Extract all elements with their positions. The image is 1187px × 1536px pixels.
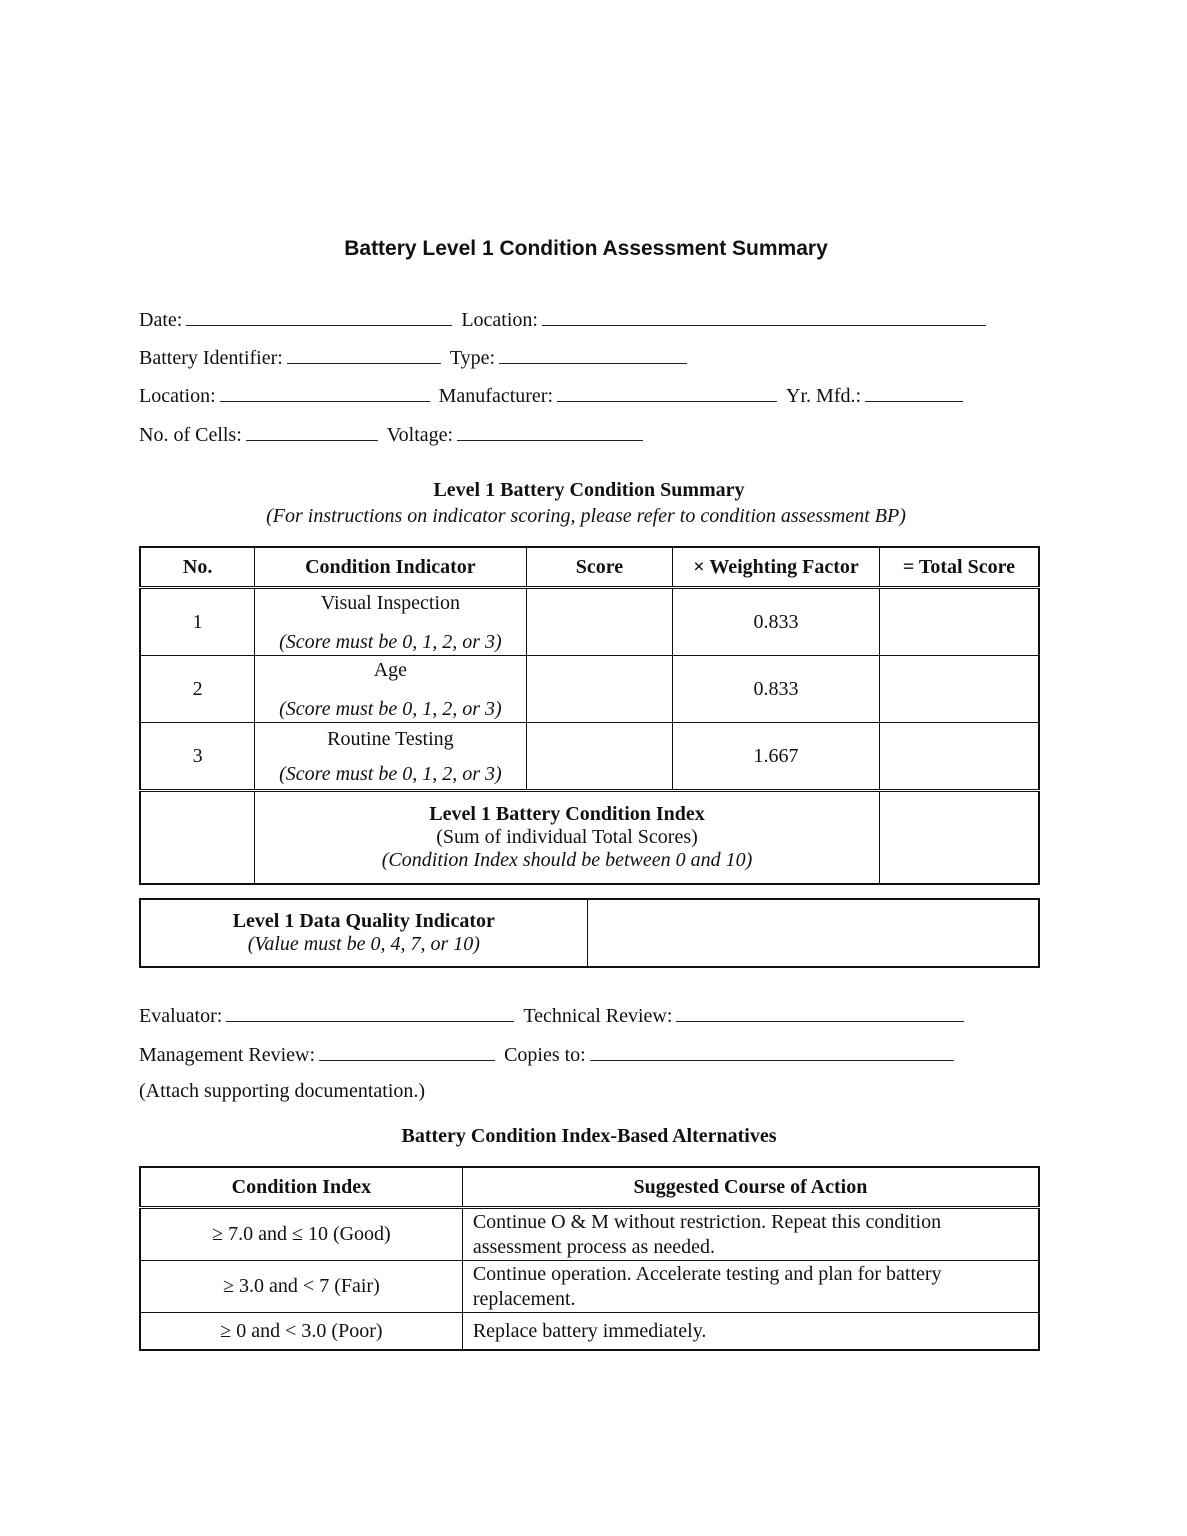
manufacturer-field[interactable]	[557, 383, 777, 402]
table-row	[140, 1208, 1039, 1261]
header-weighting-factor: × Weighting Factor	[673, 547, 880, 588]
summary-subtitle: (For instructions on indicator scoring, please refer to condition assessment BP)	[266, 505, 906, 527]
weighting-factor: 1.667	[673, 723, 880, 791]
location2-label: Location:	[139, 385, 216, 407]
index-blank-cell	[140, 791, 255, 885]
no-of-cells-label: No. of Cells:	[139, 424, 242, 446]
technical-review-label: Technical Review:	[523, 1005, 673, 1027]
technical-review-field[interactable]	[676, 1003, 964, 1022]
type-field[interactable]	[499, 345, 687, 364]
table-row	[140, 588, 1039, 656]
copies-to-label: Copies to:	[504, 1044, 586, 1066]
dq-title: Level 1 Data Quality Indicator	[232, 910, 495, 932]
field-row-1	[139, 307, 990, 332]
battery-identifier-label: Battery Identifier:	[139, 347, 283, 369]
date-label: Date:	[139, 309, 183, 331]
header-total-score: = Total Score	[879, 547, 1039, 588]
date-field[interactable]	[186, 307, 452, 326]
index-sub: (Sum of individual Total Scores)	[436, 826, 698, 848]
evaluator-field[interactable]	[226, 1003, 514, 1022]
alternatives-header-row	[140, 1167, 1039, 1208]
page-title: Battery Level 1 Condition Assessment Summary	[344, 237, 828, 260]
condition-index-range: ≥ 3.0 and < 7 (Fair)	[140, 1261, 462, 1313]
data-quality-row	[140, 899, 1039, 967]
dq-note: (Value must be 0, 4, 7, or 10)	[247, 933, 480, 955]
weighting-factor: 0.833	[673, 588, 880, 656]
location-field[interactable]	[542, 307, 986, 326]
condition-index-input[interactable]	[879, 791, 1039, 885]
field-row-2	[139, 345, 691, 370]
row-no: 3	[140, 723, 255, 791]
copies-to-field[interactable]	[590, 1042, 954, 1061]
table-row	[140, 1313, 1039, 1351]
field-row-4	[139, 422, 647, 447]
header-condition-indicator: Condition Indicator	[255, 547, 526, 588]
indicator-name: Routine Testing	[327, 728, 454, 750]
alternatives-table	[139, 1166, 1040, 1351]
condition-indicator-cell	[255, 656, 526, 723]
attach-note: (Attach supporting documentation.)	[139, 1080, 426, 1102]
condition-indicator-cell	[255, 723, 526, 791]
data-quality-label	[140, 899, 587, 967]
index-note: (Condition Index should be between 0 and 10)	[381, 849, 753, 871]
total-score-input[interactable]	[879, 588, 1039, 656]
location-label: Location:	[461, 309, 538, 331]
suggested-action: Continue operation. Accelerate testing and plan for battery replacement.	[462, 1261, 1039, 1313]
score-input[interactable]	[526, 656, 673, 723]
table-row	[140, 1261, 1039, 1313]
battery-identifier-field[interactable]	[287, 345, 441, 364]
condition-index-label	[255, 791, 880, 885]
row-no: 1	[140, 588, 255, 656]
no-of-cells-field[interactable]	[246, 422, 378, 441]
condition-indicator-cell	[255, 588, 526, 656]
voltage-field[interactable]	[457, 422, 643, 441]
alternatives-title: Battery Condition Index-Based Alternatives	[401, 1125, 777, 1147]
condition-index-range: ≥ 7.0 and ≤ 10 (Good)	[140, 1208, 462, 1261]
score-input[interactable]	[526, 588, 673, 656]
table-header-row	[140, 547, 1039, 588]
management-review-field[interactable]	[319, 1042, 495, 1061]
condition-index-range: ≥ 0 and < 3.0 (Poor)	[140, 1313, 462, 1351]
manufacturer-label: Manufacturer:	[438, 385, 554, 407]
suggested-action: Continue O & M without restriction. Repeat this condition assessment process as needed.	[462, 1208, 1039, 1261]
evaluator-label: Evaluator:	[139, 1005, 223, 1027]
yr-mfd-label: Yr. Mfd.:	[786, 385, 862, 407]
row-no: 2	[140, 656, 255, 723]
suggested-action: Replace battery immediately.	[462, 1313, 1039, 1351]
indicator-name: Age	[373, 659, 408, 681]
header-no: No.	[140, 547, 255, 588]
index-title: Level 1 Battery Condition Index	[429, 803, 705, 825]
type-label: Type:	[449, 347, 496, 369]
summary-title: Level 1 Battery Condition Summary	[433, 479, 745, 501]
management-review-label: Management Review:	[139, 1044, 316, 1066]
header-suggested-action: Suggested Course of Action	[462, 1167, 1039, 1208]
indicator-note: (Score must be 0, 1, 2, or 3)	[279, 698, 502, 720]
score-input[interactable]	[526, 723, 673, 791]
weighting-factor: 0.833	[673, 656, 880, 723]
indicator-note: (Score must be 0, 1, 2, or 3)	[279, 763, 502, 785]
condition-index-row	[140, 791, 1039, 885]
data-quality-input[interactable]	[587, 899, 1039, 967]
condition-summary-table	[139, 546, 1040, 885]
data-quality-table	[139, 898, 1040, 968]
field-row-3	[139, 383, 967, 408]
table-row	[140, 723, 1039, 791]
header-score: Score	[526, 547, 673, 588]
review-row-2	[139, 1042, 958, 1067]
voltage-label: Voltage:	[386, 424, 454, 446]
yr-mfd-field[interactable]	[865, 383, 963, 402]
table-row	[140, 656, 1039, 723]
header-condition-index: Condition Index	[140, 1167, 462, 1208]
indicator-name: Visual Inspection	[320, 592, 461, 614]
total-score-input[interactable]	[879, 656, 1039, 723]
review-row-1	[139, 1003, 968, 1028]
indicator-note: (Score must be 0, 1, 2, or 3)	[279, 631, 502, 653]
total-score-input[interactable]	[879, 723, 1039, 791]
location2-field[interactable]	[220, 383, 430, 402]
